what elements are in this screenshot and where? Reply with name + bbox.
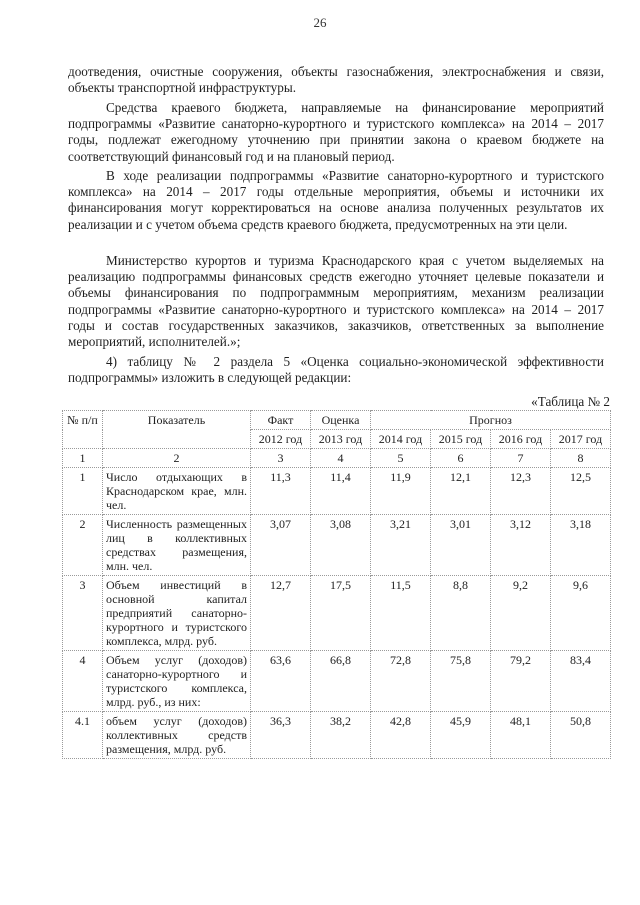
value-2014: 11,9 — [371, 468, 431, 515]
column-number: 1 — [63, 449, 103, 468]
value-2015: 12,1 — [431, 468, 491, 515]
header-year: 2016 год — [491, 430, 551, 449]
row-indicator: Число отдыхающих в Краснодарском крае, млн. чел. — [103, 468, 251, 515]
value-2014: 11,5 — [371, 576, 431, 651]
page-number: 26 — [313, 15, 327, 30]
value-2012: 63,6 — [251, 651, 311, 712]
value-2017: 12,5 — [551, 468, 611, 515]
value-2017: 50,8 — [551, 712, 611, 759]
value-2016: 79,2 — [491, 651, 551, 712]
header-year: 2013 год — [311, 430, 371, 449]
column-number: 3 — [251, 449, 311, 468]
paragraph-implementation: В ходе реализации подпрограммы «Развитие санаторно-курортного и туристского комплекса» на 2014 – 2017 годы отдельные мероприятия, объемы и источники их финансирования могут корректироваться на основе анализа полученных результатов их реализации и с учетом объема средств краевого бюджета, предусмотренных на эти цели. — [68, 168, 604, 232]
row-indicator: Объем инвестиций в основной капитал предприятий санаторно-курортного и туристского комплекса, млрд. руб. — [103, 576, 251, 651]
header-indicator: Показатель — [103, 411, 251, 449]
row-number: 1 — [63, 468, 103, 515]
value-2016: 9,2 — [491, 576, 551, 651]
row-number: 4.1 — [63, 712, 103, 759]
column-number: 7 — [491, 449, 551, 468]
column-number: 5 — [371, 449, 431, 468]
column-numbers-row — [63, 449, 611, 468]
value-2015: 75,8 — [431, 651, 491, 712]
value-2013: 38,2 — [311, 712, 371, 759]
row-number: 4 — [63, 651, 103, 712]
value-2014: 72,8 — [371, 651, 431, 712]
table-row — [63, 468, 611, 515]
header-year: 2012 год — [251, 430, 311, 449]
value-2017: 9,6 — [551, 576, 611, 651]
paragraph-budget-funds: Средства краевого бюджета, направляемые на финансирование мероприятий подпрограммы «Развитие санаторно-курортного и туристского комплекса» на 2014 – 2017 годы, подлежат ежегодному уточнению при принятии закона о краевом бюджете на соответствующий финансовый год и на плановый период. — [68, 100, 604, 164]
value-2014: 3,21 — [371, 515, 431, 576]
header-num: № п/п — [63, 411, 103, 449]
paragraph-ministry: Министерство курортов и туризма Краснодарского края с учетом выделяемых на реализацию подпрограммы финансовых средств ежегодно уточняет целевые показатели и объемы финансирования по подпрограммным мероприятиям, механизм реализации подпрограммы «Развитие санаторно-курортного и туристского комплекса» на 2014 – 2017 годы и состав государственных заказчиков, заказчиков, ответственных за выполнение мероприятий, исполнителей.»; — [68, 253, 604, 350]
value-2012: 12,7 — [251, 576, 311, 651]
header-year: 2015 год — [431, 430, 491, 449]
value-2012: 3,07 — [251, 515, 311, 576]
value-2016: 48,1 — [491, 712, 551, 759]
header-forecast: Прогноз — [371, 411, 611, 430]
value-2015: 8,8 — [431, 576, 491, 651]
value-2013: 11,4 — [311, 468, 371, 515]
row-number: 3 — [63, 576, 103, 651]
table-row — [63, 576, 611, 651]
column-number: 6 — [431, 449, 491, 468]
row-number: 2 — [63, 515, 103, 576]
value-2012: 11,3 — [251, 468, 311, 515]
table-header-row — [63, 411, 611, 430]
table-caption: «Таблица № 2 — [531, 394, 610, 409]
row-indicator: объем услуг (доходов) коллективных средств размещения, млрд. руб. — [103, 712, 251, 759]
header-fact: Факт — [251, 411, 311, 430]
row-indicator: Численность размещенных лиц в коллективных средствах размещения, млн. чел. — [103, 515, 251, 576]
paragraph-table-instruction: 4) таблицу № 2 раздела 5 «Оценка социально-экономической эффективности подпрограммы» изложить в следующей редакции: — [68, 354, 604, 386]
column-number: 4 — [311, 449, 371, 468]
header-year: 2017 год — [551, 430, 611, 449]
value-2016: 12,3 — [491, 468, 551, 515]
paragraph-continuation: доотведения, очистные сооружения, объекты газоснабжения, электроснабжения и связи, объекты транспортной инфраструктуры. — [68, 64, 604, 96]
efficiency-table — [62, 410, 611, 759]
value-2012: 36,3 — [251, 712, 311, 759]
value-2016: 3,12 — [491, 515, 551, 576]
value-2017: 83,4 — [551, 651, 611, 712]
value-2015: 3,01 — [431, 515, 491, 576]
column-number: 2 — [103, 449, 251, 468]
value-2013: 66,8 — [311, 651, 371, 712]
header-year: 2014 год — [371, 430, 431, 449]
value-2015: 45,9 — [431, 712, 491, 759]
row-indicator: Объем услуг (доходов) санаторно-курортного и туристского комплекса, млрд. руб., из них: — [103, 651, 251, 712]
value-2017: 3,18 — [551, 515, 611, 576]
value-2013: 3,08 — [311, 515, 371, 576]
header-estimate: Оценка — [311, 411, 371, 430]
table-row — [63, 651, 611, 712]
table-row — [63, 712, 611, 759]
value-2014: 42,8 — [371, 712, 431, 759]
column-number: 8 — [551, 449, 611, 468]
table-row — [63, 515, 611, 576]
value-2013: 17,5 — [311, 576, 371, 651]
